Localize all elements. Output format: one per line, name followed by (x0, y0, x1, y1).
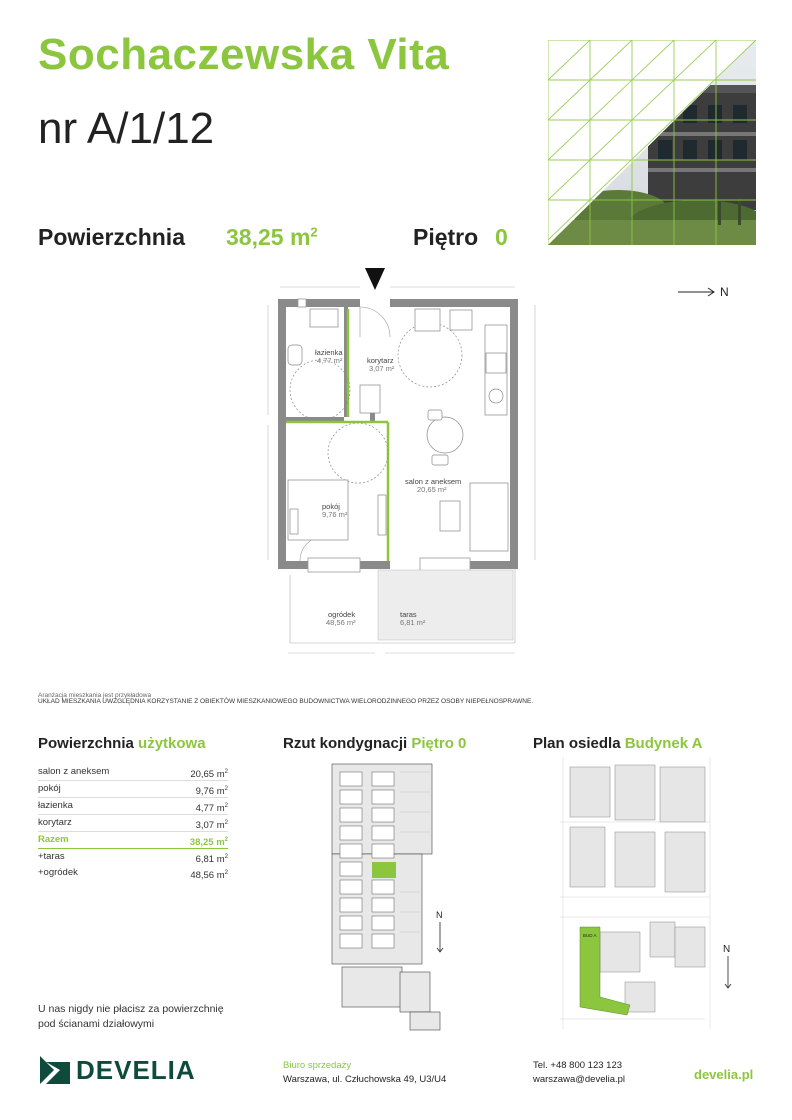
row-label: pokój (38, 783, 61, 794)
apartment-floor-plan (260, 265, 550, 685)
room-name-garden: ogródek (328, 610, 356, 619)
unit-number: nr A/1/12 (38, 104, 215, 153)
room-area-hallway: 3,07 m² (369, 364, 395, 373)
room-area-living: 20,65 m² (417, 485, 447, 494)
highlighted-unit (372, 862, 396, 878)
usable-area-title-accent: użytkowa (138, 735, 206, 752)
website-link[interactable]: develia.pl (694, 1067, 754, 1082)
row-label: +taras (38, 851, 65, 862)
table-row (38, 815, 228, 832)
floor-map-north-icon (436, 910, 443, 952)
table-row (38, 764, 228, 781)
sales-office-label: Biuro sprzedaży (283, 1060, 352, 1071)
room-name-bedroom: pokój (322, 502, 340, 511)
svg-text:N: N (436, 910, 443, 920)
estate-map (555, 757, 715, 1029)
estate-plan-title-main: Plan osiedla (533, 735, 621, 752)
total-value: 38,25 $m^2$ (189, 837, 228, 849)
building-a-label: BUD A (583, 933, 597, 938)
floor-value: 0 (495, 224, 508, 250)
room-area-garden: 48,56 m² (326, 618, 356, 627)
room-name-terrace: taras (400, 610, 417, 619)
room-area-terrace: 6,81 m² (400, 618, 426, 627)
floor-label: Piętro (413, 224, 479, 250)
sales-office-address: Warszawa, ul. Człuchowska 49, U3/U4 (283, 1074, 447, 1085)
partition-wall-note: U nas nigdy nie płacisz za powierzchnię pod ścianami działowymi (38, 1003, 224, 1030)
row-label: łazienka (38, 800, 73, 811)
develia-logo-icon (40, 1056, 70, 1084)
room-area-bathroom: 4,77 m² (317, 356, 343, 365)
email-link[interactable]: warszawa@develia.pl (533, 1074, 626, 1085)
room-name-hallway: korytarz (367, 356, 394, 365)
floor-plan-title-main: Rzut kondygnacji (283, 735, 408, 752)
logo-text: DEVELIA (76, 1054, 196, 1085)
floor-level-map (320, 762, 450, 1032)
project-title: Sochaczewska Vita (38, 30, 450, 79)
area-unit-sup: 2 (310, 224, 318, 240)
total-label: Razem (38, 834, 69, 845)
total-row (38, 832, 228, 849)
row-value: 48,56 $m^2$ (190, 870, 228, 882)
north-arrow-icon (676, 280, 736, 300)
room-name-bathroom: łazienka (315, 348, 343, 357)
area-label: Powierzchnia (38, 224, 185, 250)
table-row (38, 781, 228, 798)
phone-link[interactable]: Tel. +48 800 123 123 (533, 1060, 623, 1071)
row-label: salon z aneksem (38, 766, 110, 777)
room-area-bedroom: 9,76 m² (322, 510, 348, 519)
svg-text:N: N (723, 944, 731, 955)
estate-plan-title (533, 735, 703, 752)
hero-image (548, 40, 756, 245)
floor-plan-title-accent: Piętro 0 (411, 735, 467, 752)
row-value: 9,76 $m^2$ (195, 786, 228, 798)
area-number: 38,25 m (226, 224, 311, 250)
row-label: korytarz (38, 817, 72, 828)
extra-row (38, 849, 228, 865)
area-table (38, 764, 228, 881)
north-label: N (720, 285, 729, 299)
usable-area-title-main: Powierzchnia (38, 735, 134, 752)
floor-plan-title (283, 735, 466, 752)
extra-row (38, 865, 228, 881)
table-row (38, 798, 228, 815)
accessibility-disclaimer: UKŁAD MIESZKANIA UWZGLĘDNIA KORZYSTANIE Z OBIEKTÓW MIESZKANIOWEGO BUDOWNICTWA WIELORODZINNEGO PRZEZ OSOBY NIEPEŁNOSPRAWNE. (38, 698, 534, 705)
row-label: +ogródek (38, 867, 78, 878)
area-value (226, 224, 318, 251)
entrance-marker-icon (365, 268, 385, 290)
row-value: 3,07 $m^2$ (195, 820, 228, 832)
usable-area-title (38, 735, 206, 752)
row-value: 6,81 $m^2$ (195, 854, 228, 866)
room-name-living: salon z aneksem (405, 477, 462, 486)
develia-logo (40, 1055, 196, 1085)
row-value: 20,65 $m^2$ (190, 769, 228, 781)
estate-map-north-icon (720, 942, 736, 992)
estate-plan-title-accent: Budynek A (624, 735, 703, 752)
arrangement-note: Aranżacja mieszkania jest przykładowa (38, 692, 152, 699)
row-value: 4,77 $m^2$ (195, 803, 228, 815)
